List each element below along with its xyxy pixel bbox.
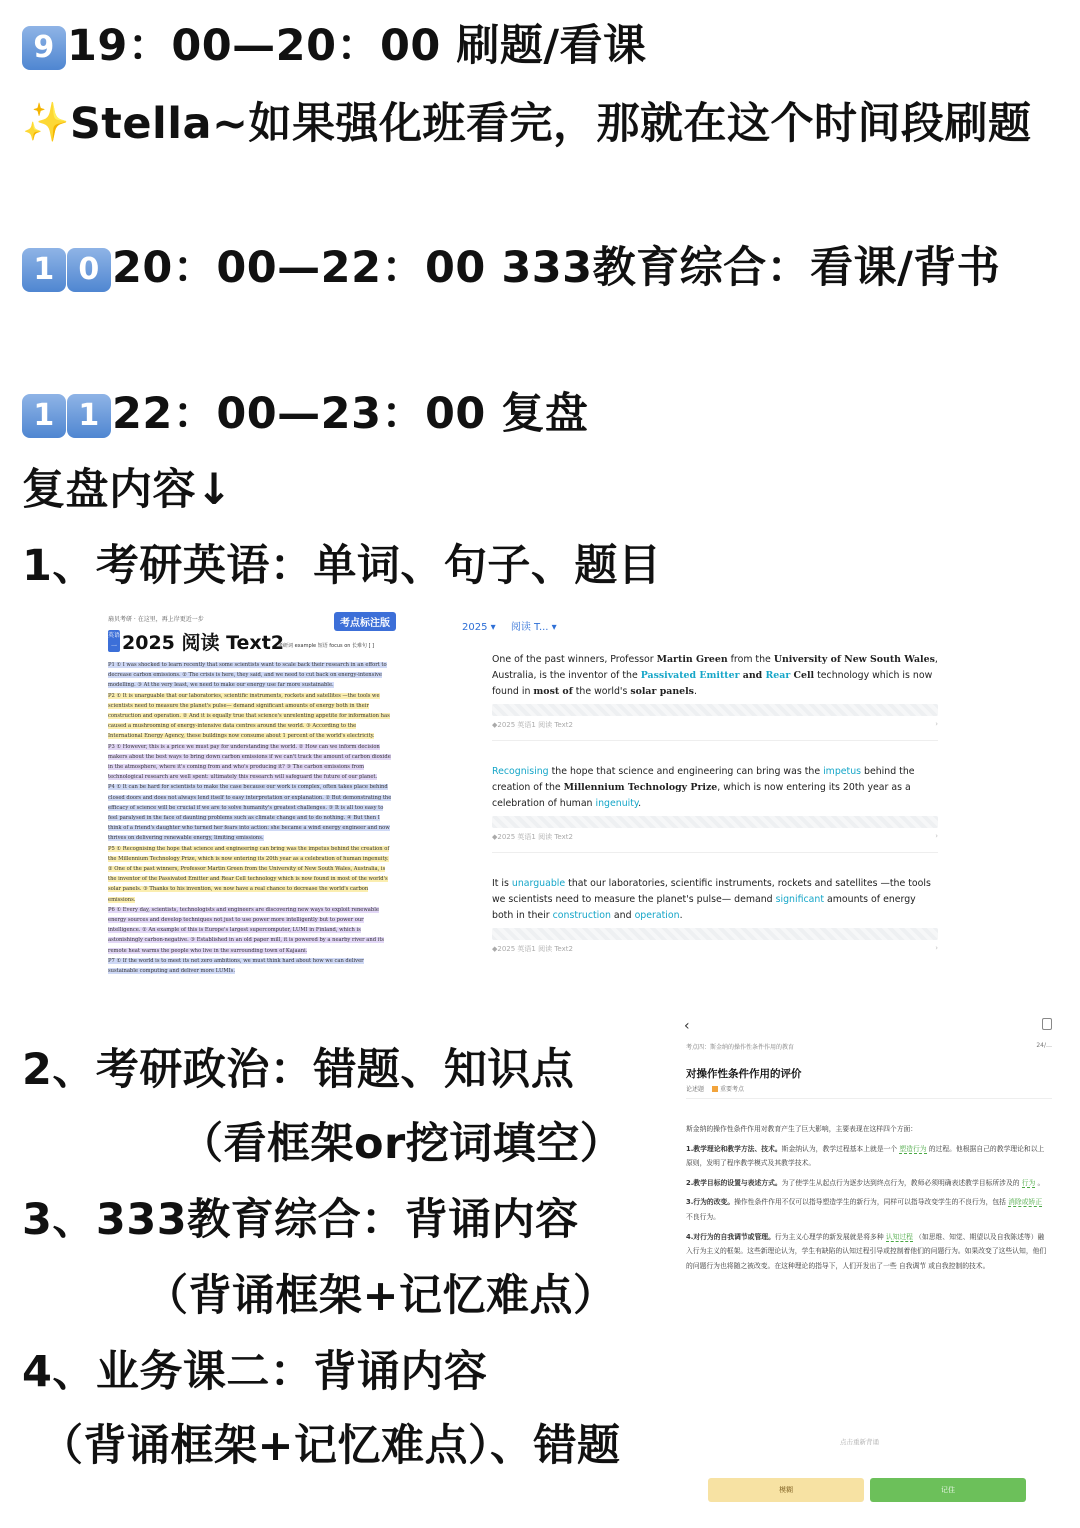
exam-type-badge: 英语一 xyxy=(108,632,121,650)
breadcrumb: 考点四：斯金纳的操作性条件作用的教育 xyxy=(686,1044,795,1051)
review-heading: 复盘内容↓ xyxy=(22,465,233,515)
keyword-blank[interactable]: 认知过程 xyxy=(885,1232,913,1241)
translation-mask[interactable] xyxy=(492,816,938,828)
sentence-text: One of the past winners, Professor Martin Green from the University of New South Wales, Australia, is the inventor of the Passivated Emitter and Rear Cell technology which is now found in most of the world's solar panels. xyxy=(492,654,938,697)
app-header-text: 扇贝考研 · 在这里，再上岸更近一步 xyxy=(108,616,204,623)
passage-paragraph: P1 ① I was shocked to learn recently that some scientists want to scale back their research in an effort to decrease carbon emissions. ② The crisis is here, they said, and we need to cut back on energy-intensive modelling. ③ At the very least, we need to make our energy use far more sustainable. xyxy=(108,662,387,689)
passage-paragraph: P4 ① It can be hard for scientists to make the case because our work is complex, often takes place behind closed doors and does not always lend itself to easy interpretation or explanation. ② But demonstrating the efficacy of science will be crucial if we are to solve humanity's greatest challenges. ③ It is all too easy to feel paralysed in the face of daunting problems such as climate change and to do nothing. ④ But then I think of a friend's daughter who turned her fears into action: she became a wind energy engineer and now thrives on delivering renewable energy, limiting emissions. xyxy=(108,784,392,842)
note-icon[interactable] xyxy=(1042,1018,1052,1030)
sentence-text: Recognising the hope that science and engineering can bring was the impetus behind the creation of the Millennium Technology Prize, which is now entering its 20th year as a celebration of human ingenuity. xyxy=(492,766,915,809)
card-body xyxy=(686,1122,1048,1278)
review-item-education-note: （背诵框架+记忆难点） xyxy=(145,1271,617,1321)
flashcard-screenshot xyxy=(676,1012,1060,1512)
keyword-blank[interactable]: 行为 xyxy=(1021,1178,1036,1187)
divider xyxy=(686,1098,1052,1099)
annotation-edition-badge: 考点标注版 xyxy=(334,612,396,631)
keycap-number-icon: 1 xyxy=(22,394,66,438)
year-filter-dropdown[interactable]: 2025 ▾ xyxy=(462,622,496,633)
sentence-text: It is unarguable that our laboratories, scientific instruments, rockets and satellites —the tools we scientists need to measure the planet's pulse— demand significant amounts of energy both in their construction and operation. xyxy=(492,878,931,921)
keyword-blank[interactable]: 塑造行为 xyxy=(899,1144,927,1153)
keyword-blank[interactable]: 消除或矫正 xyxy=(1008,1198,1043,1207)
note-text: Stella~如果强化班看完，那就在这个时间段刷题 xyxy=(69,99,1032,149)
filter-bar xyxy=(462,618,569,633)
legend-text: 考研词 example 短语 focus on 长难句 [ ] xyxy=(278,643,375,649)
translation-mask[interactable] xyxy=(492,704,938,716)
keycap-number-icon: 9 xyxy=(22,26,66,70)
passage-paragraph: P2 ① It is unarguable that our laboratories, scientific instruments, rockets and satellites —the tools we scientists need to measure the planet's pulse— demand significant amounts of energy both in their construction and operation. ② And it is equally true that science's unrelenting appetite for information has caused a mushrooming of energy-intensive data centres around the world. ③ According to the International Energy Agency, these buildings now consume about 1 percent of the world's electricity. xyxy=(108,692,390,740)
schedule-line-9 xyxy=(22,18,647,74)
schedule-line-11 xyxy=(22,386,588,442)
card-point: 1.教学理论和教学方法、技术。斯金纳认为，教学过程基本上就是一个 塑造行为 的过程。他根据自己的教学理论和以上原则，发明了程序教学模式及其教学技术。 xyxy=(686,1144,1045,1168)
sentence-card[interactable] xyxy=(492,876,938,954)
schedule-text: 19：00—20：00 刷题/看课 xyxy=(67,21,647,71)
translation-mask[interactable] xyxy=(492,928,938,940)
note-line-stella xyxy=(22,94,1032,152)
reset-recite-link[interactable]: 点击重新背诵 xyxy=(840,1438,879,1446)
blur-button[interactable]: 模糊 xyxy=(708,1478,864,1502)
passage-title: 2025 阅读 Text2 xyxy=(122,632,284,654)
card-point: 3.行为的改变。操作性条件作用不仅可以指导塑造学生的新行为，同样可以指导改变学生的不良行为，包括 消除或矫正 不良行为。 xyxy=(686,1198,1043,1221)
back-arrow-icon[interactable]: ‹ xyxy=(684,1018,690,1034)
remember-button[interactable]: 记住 xyxy=(870,1478,1026,1502)
review-item-english: 1、考研英语：单词、句子、题目 xyxy=(22,541,662,591)
schedule-line-10 xyxy=(22,240,1000,296)
card-title: 对操作性条件作用的评价 xyxy=(686,1068,802,1080)
chevron-right-icon[interactable]: › xyxy=(935,720,938,728)
card-point: 2.教学目标的设置与表述方式。为了使学生从起点行为逐步达到终点行为，教师必须明确表述教学目标所涉及的 行为 。 xyxy=(686,1178,1045,1187)
card-intro: 斯金纳的操作性条件作用对教育产生了巨大影响，主要表现在这样四个方面： xyxy=(686,1125,918,1133)
chevron-right-icon[interactable]: › xyxy=(935,832,938,840)
keycap-number-icon: 0 xyxy=(67,248,111,292)
category-filter-dropdown[interactable]: 阅读 T... ▾ xyxy=(510,622,557,633)
review-item-politics-note: （看框架or挖词填空） xyxy=(180,1119,624,1169)
sentence-card[interactable] xyxy=(492,652,938,741)
sentence-list-screenshot xyxy=(452,612,952,982)
review-item-politics: 2、考研政治：错题、知识点 xyxy=(22,1045,575,1095)
page-counter: 24/… xyxy=(1036,1042,1052,1049)
keycap-number-icon: 1 xyxy=(67,394,111,438)
passage-paragraph: P7 ① If the world is to meet its net zero ambitions, we must think hard about how we can deliver sustainable computing and deliver more LUMIs. xyxy=(108,957,364,975)
tag-icon xyxy=(712,1086,718,1092)
sentence-source: ◆2025 英语1 阅读 Text2 › xyxy=(492,720,938,729)
passage-paragraph: P6 ① Every day, scientists, technologists and engineers are discovering new ways to exploit renewable energy sources and develop techniques not just to use power more intelligently but to power our intelligence. ② An example of this is Europe's largest supercomputer, LUMI in Finland, which is astonishingly carbon-negative. ③ Established in an old paper mill, it is powered by a nearby river and its remote heat warms the people who live in the surrounding town of Kajaani. xyxy=(108,906,385,954)
review-item-course2: 4、业务课二：背诵内容 xyxy=(22,1347,488,1397)
passage-paragraph: P5 ① Recognising the hope that science and engineering can bring was the impetus behind the creation of the Millennium Technology Prize, which is now entering its 20th year as a celebration of human ingenuity. ② One of the past winners, Professor Martin Green from the University of New South Wales, Australia, is the inventor of the Passivated Emitter and Rear Cell technology which is now found in most of the world's solar panels. ③ Thanks to his invention, we now have a real chance to decrease the world's carbon emissions. xyxy=(108,845,390,903)
passage-body xyxy=(108,660,392,976)
divider xyxy=(492,740,938,741)
schedule-text: 20：00—22：00 333教育综合：看课/背书 xyxy=(112,243,1001,293)
review-item-education: 3、333教育综合：背诵内容 xyxy=(22,1195,579,1245)
sentence-card[interactable] xyxy=(492,764,938,853)
passage-paragraph: P3 ① However, this is a price we must pay for understanding the world. ② How can we inform decision makers about the best ways to bring down carbon emissions if we can't track the amount of carbon dioxide in the atmosphere, where it's coming from and who's producing it? ③ The carbon emissions from technological research are well spent: ultimately this research will safeguard the future of our planet. xyxy=(108,743,391,781)
card-point: 4.对行为的自我调节或管理。行为主义心理学的新发展就是将多种 认知过程 （如思维、知觉、期望以及自我陈述等）融入行为主义的框架。这些新理论认为，学生有缺陷的认知过程引导或控制着他们的问题行为。如果改变了这些认知，他们的问题行为也将随之被改变。在这种理论的指导下，人们开发出了一些 自我调节 或自我控制的技术。 xyxy=(686,1232,1047,1270)
sentence-source: ◆2025 英语1 阅读 Text2 › xyxy=(492,832,938,841)
chevron-right-icon[interactable]: › xyxy=(935,944,938,952)
card-tags: 论述题 重要考点 xyxy=(686,1086,745,1093)
divider xyxy=(492,852,938,853)
review-item-course2-note: （背诵框架+记忆难点）、错题 xyxy=(40,1421,621,1471)
annotated-reading-screenshot xyxy=(100,608,400,996)
sparkles-icon: ✨ xyxy=(22,100,70,144)
keycap-number-icon: 1 xyxy=(22,248,66,292)
schedule-text: 22：00—23：00 复盘 xyxy=(112,389,589,439)
sentence-source: ◆2025 英语1 阅读 Text2 › xyxy=(492,944,938,953)
